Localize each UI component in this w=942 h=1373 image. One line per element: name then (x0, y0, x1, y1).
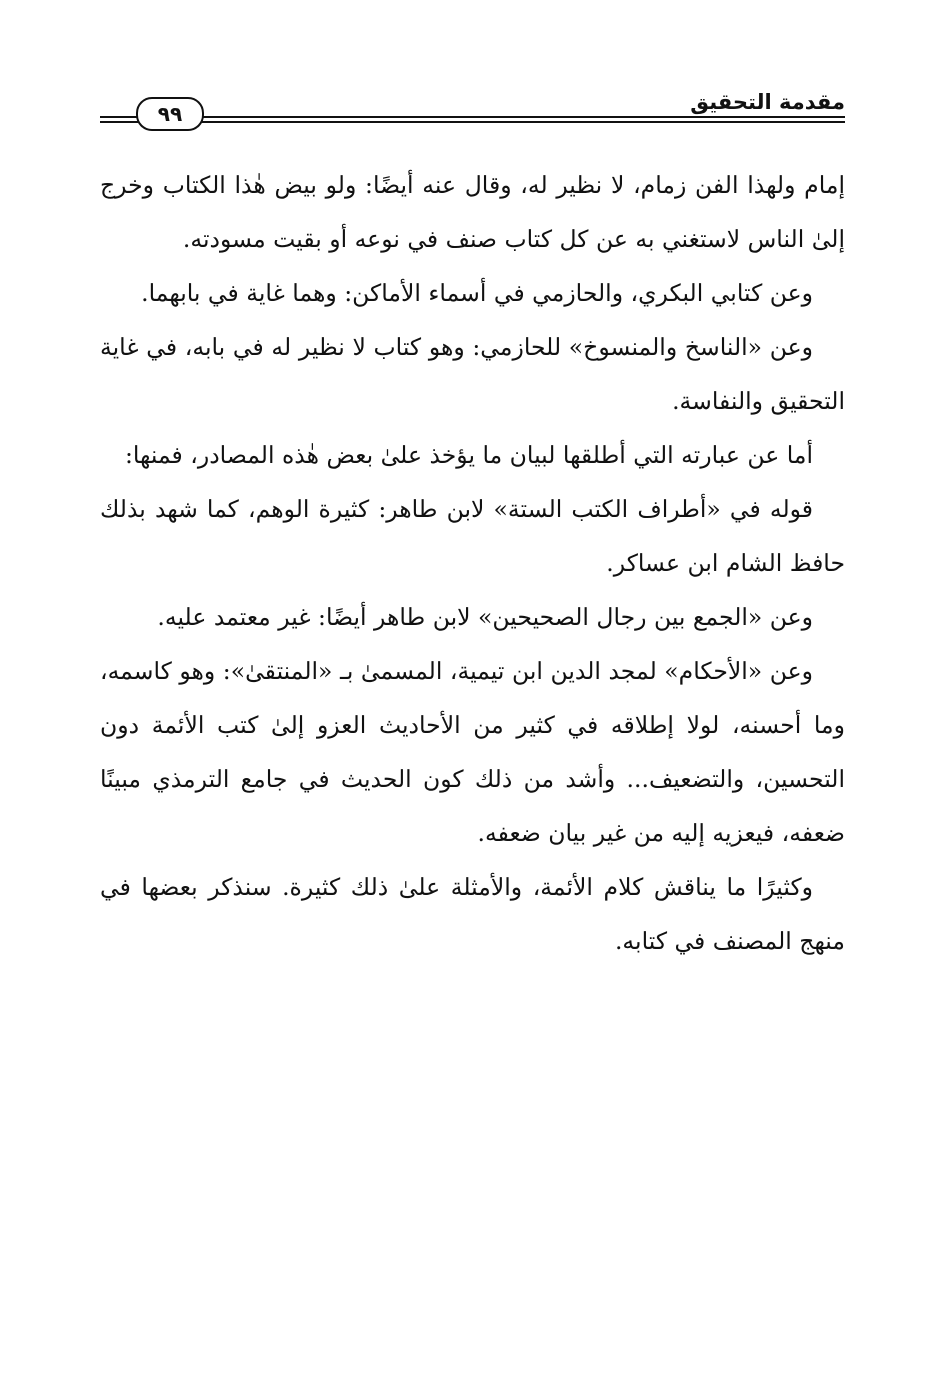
header-double-rule (100, 116, 845, 123)
paragraph: قوله في «أطراف الكتب الستة» لابن طاهر: كثيرة الوهم، كما شهد بذلك حافظ الشام ابن عساكر. (100, 495, 845, 577)
running-header-title: مقدمة التحقيق (690, 90, 845, 114)
paragraph: وعن «الأحكام» لمجد الدين ابن تيمية، المسمىٰ بـ «المنتقىٰ»: وهو كاسمه، وما أحسنه، لولا إطلاقه في كثير من الأحاديث العزو إلىٰ كتب الأئمة دون التحسين، والتضعيف... وأشد من ذلك كون الحديث في جامع الترمذي مبينًا ضعفه، فيعزيه إليه من غير بيان ضعفه. (100, 657, 845, 847)
paragraph: وعن «الجمع بين رجال الصحيحين» لابن طاهر أيضًا: غير معتمد عليه. (157, 603, 813, 631)
page-header (100, 88, 845, 134)
paragraph: أما عن عبارته التي أطلقها لبيان ما يؤخذ علىٰ بعض هٰذه المصادر، فمنها: (124, 441, 813, 469)
paragraph: وعن «الناسخ والمنسوخ» للحازمي: وهو كتاب لا نظير له في بابه، في غاية التحقيق والنفاسة. (100, 333, 845, 415)
text-body (100, 158, 845, 968)
paragraph: وكثيرًا ما يناقش كلام الأئمة، والأمثلة علىٰ ذلك كثيرة. سنذكر بعضها في منهج المصنف في كتابه. (100, 873, 845, 955)
paragraph: وعن كتابي البكري، والحازمي في أسماء الأماكن: وهما غاية في بابهما. (141, 279, 813, 307)
paragraph: إمام ولهذا الفن زمام، لا نظير له، وقال عنه أيضًا: ولو بيض هٰذا الكتاب وخرج إلىٰ الناس لاستغني به عن كل كتاب صنف في نوعه أو بقيت مسودته. (100, 171, 845, 253)
page-number-badge: ٩٩ (136, 97, 204, 131)
